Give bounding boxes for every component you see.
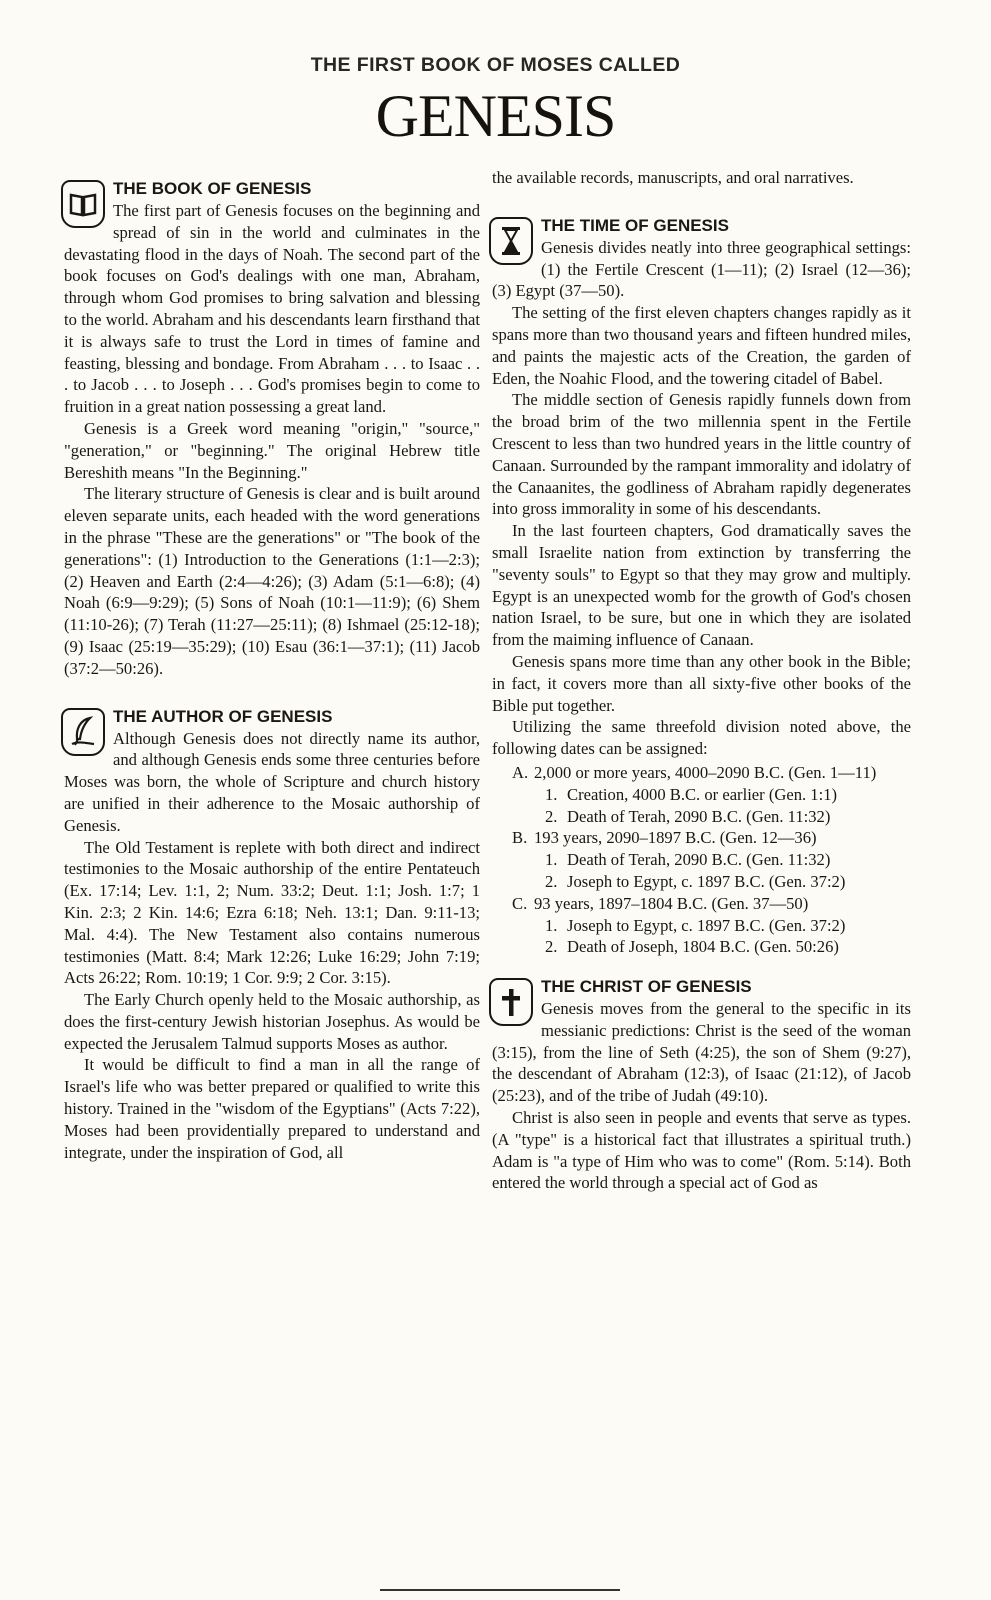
date-item xyxy=(492,806,911,828)
period-label: B. xyxy=(512,828,528,848)
item-label: 1. xyxy=(545,915,558,935)
christ-heading: THE CHRIST OF GENESIS xyxy=(541,977,752,997)
period-label: C. xyxy=(512,893,528,913)
left-column xyxy=(64,178,480,1163)
item-label: 2. xyxy=(545,871,558,891)
date-item xyxy=(492,915,911,937)
time-paragraph: In the last fourteen chapters, God dramatically saves the small Israelite nation from extinction by transferring the "seventy souls" to Egypt so that they may grow and multiply. Egypt is an unexpected womb for the growth of God's chosen nation Israel, to be sure, but one in which they are isolated from the maiming influence of Canaan. xyxy=(492,521,911,650)
christ-section xyxy=(492,976,911,1194)
time-paragraph: Genesis spans more time than any other book in the Bible; in fact, it covers more than all sixty-five other books of the Bible put together. xyxy=(492,651,911,715)
item-text: Death of Terah, 2090 B.C. (Gen. 11:32) xyxy=(567,850,831,870)
book-paragraph: The first part of Genesis focuses on the beginning and spread of sin in the world and culminates in the devastating flood in the days of Noah. The second part of the book focuses on God's dealings with one man, Abraham, through whom God promises to bring salvation and blessing to the world. Abraham and his descendants learn firsthand that it is always safe to trust the Lord in times of famine and feasting, blessing and bondage. From Abraham . . . to Isaac . . . to Jacob . . . to Joseph . . . God's promises begin to come to fruition in a great nation possessing a great land. xyxy=(64,201,480,417)
date-item xyxy=(492,849,911,871)
author-paragraph: The Early Church openly held to the Mosaic authorship, as does the first-century Jewish historian Josephus. As would be expected the Jerusalem Talmud supports Moses as author. xyxy=(64,990,480,1053)
item-text: Death of Joseph, 1804 B.C. (Gen. 50:26) xyxy=(567,937,839,957)
book-paragraph: Genesis is a Greek word meaning "origin," "source," "generation," or "beginning." The original Hebrew title Bereshith means "In the Beginning." xyxy=(64,418,480,482)
item-label: 2. xyxy=(545,937,558,957)
christ-paragraph: Christ is also seen in people and events that serve as types. (A "type" is a historical fact that illustrates a spiritual truth.) Adam is "a type of Him who was to come" (Rom. 5:14). Both entered the world through a special act of God as xyxy=(492,1108,911,1193)
period-label: A. xyxy=(512,762,529,782)
author-section xyxy=(64,706,480,1164)
date-item xyxy=(492,936,911,958)
date-item xyxy=(492,784,911,806)
date-list xyxy=(492,762,911,958)
date-period xyxy=(492,762,911,784)
item-text: Death of Terah, 2090 B.C. (Gen. 11:32) xyxy=(567,806,831,826)
time-paragraph: Genesis divides neatly into three geographical settings: (1) the Fertile Crescent (1—11); (2) Israel (12—36); (3) Egypt (37—50). xyxy=(492,237,911,301)
author-paragraph: Although Genesis does not directly name its author, and although Genesis ends some three centuries before Moses was born, the whole of Scripture and church history are unified in their adherence to the Mosaic authorship of Genesis. xyxy=(64,728,480,835)
item-text: Creation, 4000 B.C. or earlier (Gen. 1:1) xyxy=(567,784,838,804)
open-book-icon xyxy=(61,180,105,228)
book-section xyxy=(64,178,480,680)
hourglass-icon xyxy=(489,217,533,265)
date-period xyxy=(492,893,911,915)
main-title: GENESIS xyxy=(375,83,616,149)
christ-paragraph: Genesis moves from the general to the specific in its messianic predictions: Christ is the seed of the woman (3:15), from the line of Seth (4:25), the son of Shem (9:27), the descendant of Abraham (12:3), of Isaac (21:12), of Jacob (25:23), and of the tribe of Judah (49:10). xyxy=(492,999,911,1106)
time-paragraph: Utilizing the same threefold division noted above, the following dates can be assigned: xyxy=(492,717,911,759)
period-text: 193 years, 2090–1897 B.C. (Gen. 12—36) xyxy=(534,828,817,848)
author-paragraph: The Old Testament is replete with both direct and indirect testimonies to the Mosaic authorship of the entire Pentateuch (Ex. 17:14; Lev. 1:1, 2; Num. 33:2; Deut. 1:1; Josh. 1:7; 1 Kin. 2:3; 2 Kin. 14:6; Ezra 6:18; Neh. 13:1; Dan. 9:11-13; Mal. 4:4). The New Testament also contains numerous testimonies (Matt. 8:4; Mark 12:26; Luke 16:29; John 7:19; Acts 26:22; Rom. 10:19; 1 Cor. 9:9; 2 Cor. 3:15). xyxy=(64,837,480,988)
book-title: THE FIRST BOOK OF MOSES CALLED xyxy=(310,54,681,76)
time-heading: THE TIME OF GENESIS xyxy=(541,215,729,235)
author-heading: THE AUTHOR OF GENESIS xyxy=(113,706,333,726)
book-paragraph: The literary structure of Genesis is clear and is built around eleven separate units, each headed with the word generations in the phrase "These are the generations" or "The book of the generations": (1) Introduction to the Generations (1:1—2:3); (2) Heaven and Earth (2:4—4:26); (3) Adam (5:1—6:8); (4) Noah (6:9—9:29); (5) Sons of Noah (10:1—11:9); (6) Shem (11:10-26); (7) Terah (11:27—25:11); (8) Ishmael (25:12-18); (9) Isaac (25:19—35:29); (10) Esau (36:1—37:1); (11) Jacob (37:2—50:26). xyxy=(64,484,480,678)
time-paragraph: The middle section of Genesis rapidly funnels down from the broad brim of the two millennia spent in the Fertile Crescent to less than two hundred years in the little country of Canaan. Surrounded by the rampant immorality and idolatry of the Canaanites, the godliness of Abraham rapidly degenerates into gross immorality in some of his descendants. xyxy=(492,390,911,519)
period-text: 93 years, 1897–1804 B.C. (Gen. 37—50) xyxy=(534,893,809,913)
book-heading: THE BOOK OF GENESIS xyxy=(113,179,312,198)
period-text: 2,000 or more years, 4000–2090 B.C. (Gen. 1—11) xyxy=(534,762,877,782)
time-section xyxy=(492,215,911,958)
date-period xyxy=(492,827,911,849)
continued-text: the available records, manuscripts, and oral narratives. xyxy=(492,168,854,187)
time-paragraph: The setting of the first eleven chapters changes rapidly as it spans more than two thousand years and fifteen hundred miles, and paints the majestic acts of the Creation, the garden of Eden, the Noahic Flood, and the towering citadel of Babel. xyxy=(492,303,911,388)
author-paragraph: It would be difficult to find a man in all the range of Israel's life who was better prepared or qualified to write this history. Trained in the "wisdom of the Egyptians" (Acts 7:22), Moses had been providentially prepared to understand and integrate, under the inspiration of God, all xyxy=(64,1055,480,1162)
date-item xyxy=(492,871,911,893)
bottom-rule xyxy=(380,1589,620,1591)
quill-pen-icon xyxy=(61,708,105,756)
item-text: Joseph to Egypt, c. 1897 B.C. (Gen. 37:2) xyxy=(567,871,846,891)
item-text: Joseph to Egypt, c. 1897 B.C. (Gen. 37:2) xyxy=(567,915,846,935)
right-column xyxy=(492,167,911,1194)
item-label: 2. xyxy=(545,806,558,826)
item-label: 1. xyxy=(545,784,558,804)
cross-icon xyxy=(489,978,533,1026)
item-label: 1. xyxy=(545,850,558,870)
